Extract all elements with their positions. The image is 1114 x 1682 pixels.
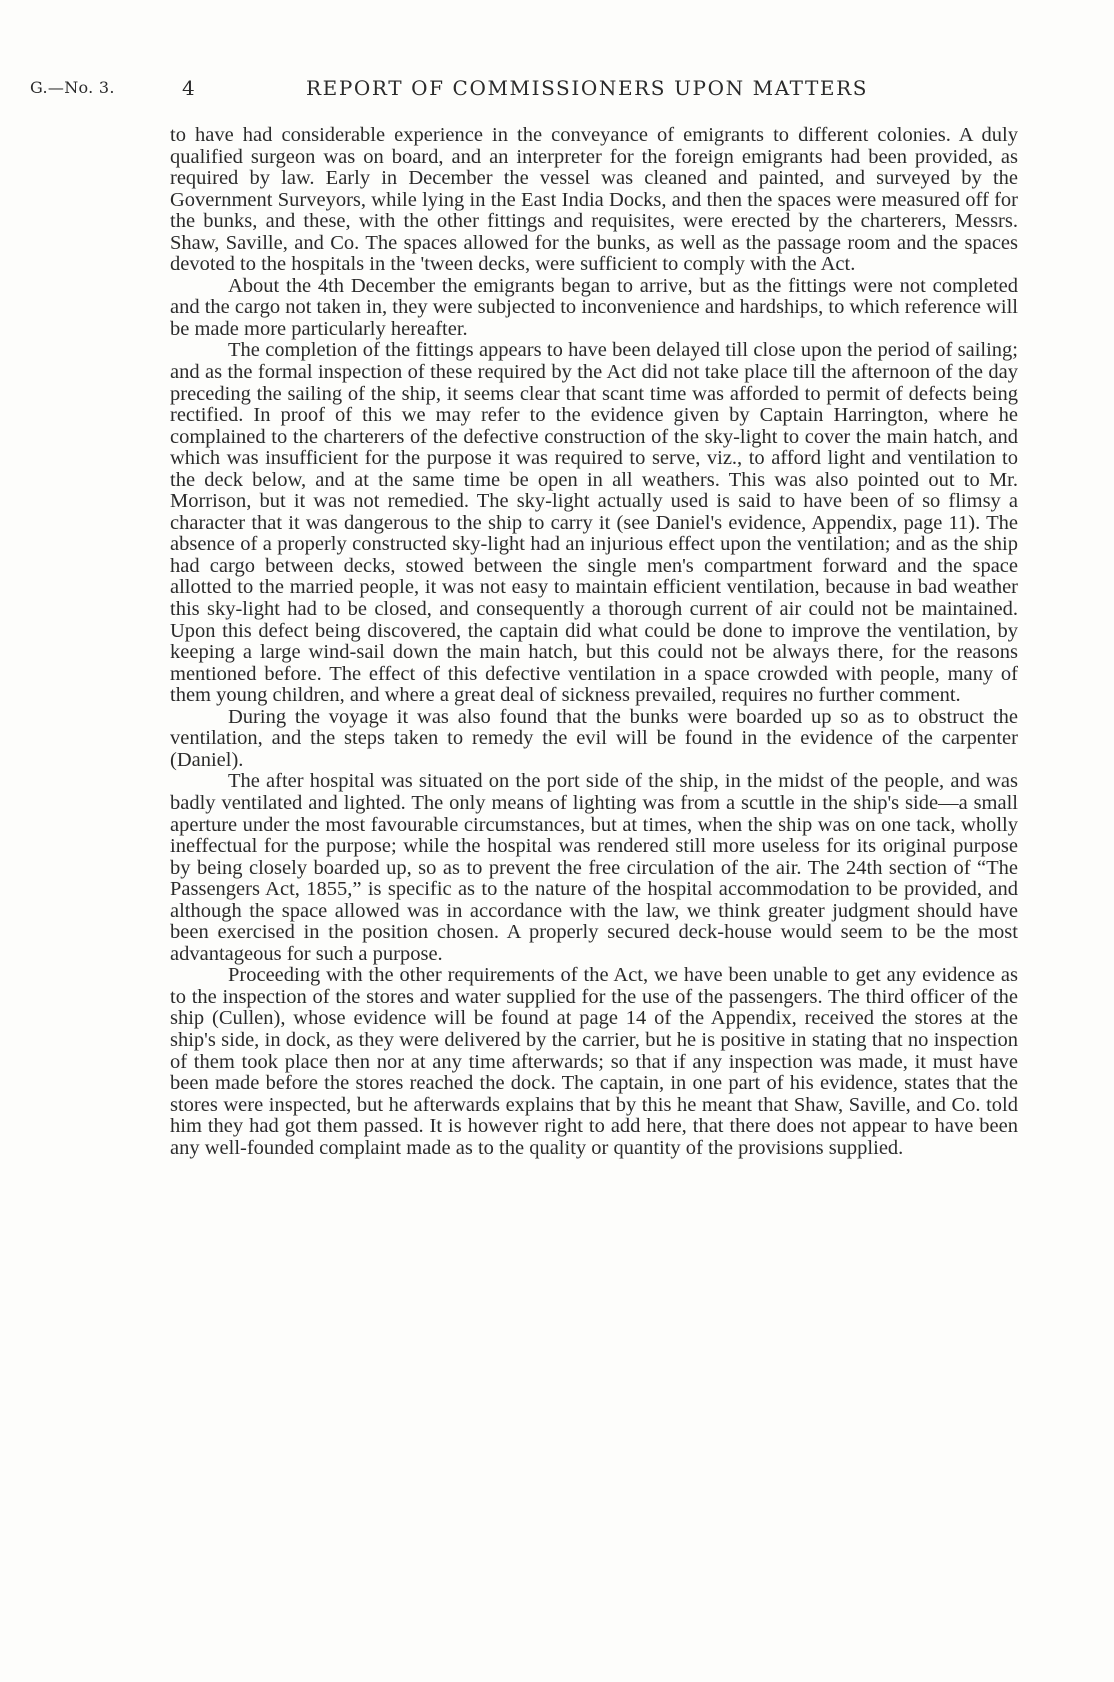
paragraph: Proceeding with the other requirements of the Act, we have been unable to get any evidence as to the inspection of the stores and water supplied for the use of the passengers. The third officer of the ship (Cullen), whose evidence will be found at page 14 of the Appendix, received the stores at the ship's side, in dock, as they were delivered by the carrier, but he is positive in stating that no inspection of them took place then nor at any time afterwards; so that if any inspection was made, it must have been made before the stores reached the dock. The captain, in one part of his evidence, states that the stores were inspected, but he afterwards explains that by this he meant that Shaw, Saville, and Co. told him they had got them passed. It is however right to add here, that there does not appear to have been any well-founded complaint made as to the quality or quantity of the provisions supplied. [170,964,1018,1159]
paragraph: During the voyage it was also found that the bunks were boarded up so as to obstruct the ventilation, and the steps taken to remedy the evil will be found in the evidence of the carpenter (Daniel). [170,705,1018,771]
document-reference: G.—No. 3. [30,78,115,97]
body-text [170,125,1018,1159]
page-header [0,78,1114,108]
paragraph: The completion of the fittings appears to have been delayed till close upon the period of sailing; and as the formal inspection of these required by the Act did not take place till the afternoon of the day preceding the sailing of the ship, it seems clear that scant time was afforded to permit of defects being rectified. In proof of this we may refer to the evidence given by Captain Harrington, where he complained to the charterers of the defective construction of the sky-light to cover the main hatch, and which was insufficient for the purpose it was required to serve, viz., to afford light and ventilation to the deck below, and at the same time be open in all weathers. This was also pointed out to Mr. Morrison, but it was not remedied. The sky-light actually used is said to have been of so flimsy a character that it was dangerous to the ship to carry it (see Daniel's evidence, Appendix, page 11). The absence of a properly constructed sky-light had an injurious effect upon the ventilation; and as the ship had cargo between decks, stowed between the single men's compartment forward and the space allotted to the married people, it was not easy to maintain efficient ventilation, because in bad weather this sky-light had to be closed, and consequently a thorough current of air could not be maintained. Upon this defect being discovered, the captain did what could be done to improve the ventilation, by keeping a large wind-sail down the main hatch, but this could not be always there, for the reasons mentioned before. The effect of this defective ventilation in a space crowded with people, many of them young children, and where a great deal of sickness prevailed, requires no further comment. [170,339,1018,707]
running-title: REPORT OF COMMISSIONERS UPON MATTERS [306,76,869,100]
paragraph: About the 4th December the emigrants began to arrive, but as the fittings were not completed and the cargo not taken in, they were subjected to inconvenience and hardships, to which reference will be made more particularly hereafter. [170,274,1018,340]
page-number: 4 [182,76,195,100]
paragraph: The after hospital was situated on the port side of the ship, in the midst of the people, and was badly ventilated and lighted. The only means of lighting was from a scuttle in the ship's side—a small aperture under the most favourable circumstances, but at times, when the ship was on one tack, wholly ineffectual for the purpose; while the hospital was rendered still more useless for its original purpose by being closely boarded up, so as to prevent the free circulation of the air. The 24th section of “The Passengers Act, 1855,” is specific as to the nature of the hospital accommodation to be provided, and although the space allowed was in accordance with the law, we think greater judgment should have been exercised in the position chosen. A properly secured deck-house would seem to be the most advantageous for such a purpose. [170,770,1018,965]
paragraph-continued: to have had considerable experience in the conveyance of emigrants to different colonies. A duly qualified surgeon was on board, and an interpreter for the foreign emigrants had been provided, as required by law. Early in December the vessel was cleaned and painted, and surveyed by the Government Surveyors, while lying in the East India Docks, and then the spaces were measured off for the bunks, and these, with the other fittings and requisites, were erected by the charterers, Messrs. Shaw, Saville, and Co. The spaces allowed for the bunks, as well as the passage room and the spaces devoted to the hospitals in the 'tween decks, were sufficient to comply with the Act. [170,124,1018,276]
